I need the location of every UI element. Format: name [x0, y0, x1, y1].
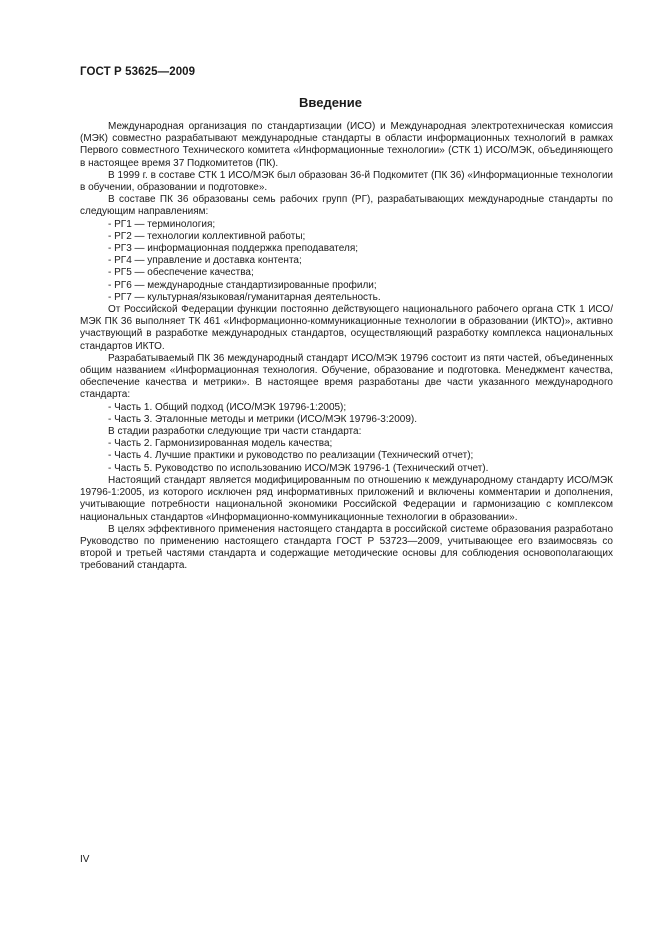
section-title: Введение: [299, 95, 362, 110]
paragraph: В 1999 г. в составе СТК 1 ИСО/МЭК был образован 36-й Подкомитет (ПК 36) «Информационные технологии в обучении, образовании и подготовке».: [80, 169, 613, 194]
list-item: - Часть 5. Руководство по использованию ИСО/МЭК 19796-1 (Технический отчет).: [108, 462, 489, 474]
list-item: - РГ1 — терминология;: [108, 218, 216, 230]
paragraph: Настоящий стандарт является модифицированным по отношению к международному стандарту ИСО/МЭК 19796-1:2005, из которого исключен ряд информативных приложений и включены комментарии и дополнения, учитывающие потребности национальной экономики Российской Федерации и гармонизацию с комплексом национальных стандартов «Информационно-коммуникационные технологии в образовании».: [80, 474, 613, 523]
list-item: - РГ6 — международные стандартизированные профили;: [108, 279, 377, 291]
list-item: - РГ7 — культурная/языковая/гуманитарная деятельность.: [108, 291, 381, 303]
list-item: - Часть 4. Лучшие практики и руководство по реализации (Технический отчет);: [108, 450, 474, 462]
list-item: - Часть 2. Гармонизированная модель качества;: [108, 438, 333, 450]
list-item: - РГ2 — технологии коллективной работы;: [108, 230, 306, 242]
document-header: ГОСТ Р 53625—2009: [80, 66, 196, 78]
paragraph: В целях эффективного применения настоящего стандарта в российской системе образования разработано Руководство по применению настоящего стандарта ГОСТ Р 53723—2009, учитывающее его взаимосвязь со второй и третьей частями стандарта и содержащие методические основы для соблюдения основополагающих требований стандарта.: [80, 523, 613, 572]
paragraph: Международная организация по стандартизации (ИСО) и Международная электротехническая комиссия (МЭК) совместно разрабатывают международные стандарты в области информационных технологий в рамках Первого совместного Технического комитета «Информационные технологии» (СТК 1) ИСО/МЭК, объединяющего в настоящее время 37 Подкомитетов (ПК).: [80, 121, 613, 169]
paragraph: В стадии разработки следующие три части стандарта:: [108, 426, 362, 438]
document-body: [80, 121, 613, 573]
paragraph: В составе ПК 36 образованы семь рабочих групп (РГ), разрабатывающих международные стандарты по следующим направлениям:: [80, 194, 613, 218]
list-item: - РГ5 — обеспечение качества;: [108, 267, 254, 279]
list-item: - Часть 3. Эталонные методы и метрики (ИСО/МЭК 19796-3:2009).: [108, 413, 417, 425]
paragraph: От Российской Федерации функции постоянно действующего национального рабочего органа СТК 1 ИСО/МЭК ПК 36 выполняет ТК 461 «Информационно-коммуникационные технологии в образовании (ИКТО)», активно участвующий в разработке международных стандартов, осуществляющий разработку комплекса национальных стандартов ИКТО.: [80, 304, 613, 352]
paragraph: Разрабатываемый ПК 36 международный стандарт ИСО/МЭК 19796 состоит из пяти частей, объединенных общим названием «Информационная технология. Обучение, образование и подготовка. Менеджмент качества, обеспечение качества и метрики». В настоящее время разработаны две части указанного международного стандарта:: [80, 352, 613, 401]
list-item: - РГ4 — управление и доставка контента;: [108, 255, 302, 267]
page-number: IV: [80, 854, 90, 865]
list-item: - РГ3 — информационная поддержка преподавателя;: [108, 243, 359, 255]
list-item: - Часть 1. Общий подход (ИСО/МЭК 19796-1:2005);: [108, 401, 347, 413]
